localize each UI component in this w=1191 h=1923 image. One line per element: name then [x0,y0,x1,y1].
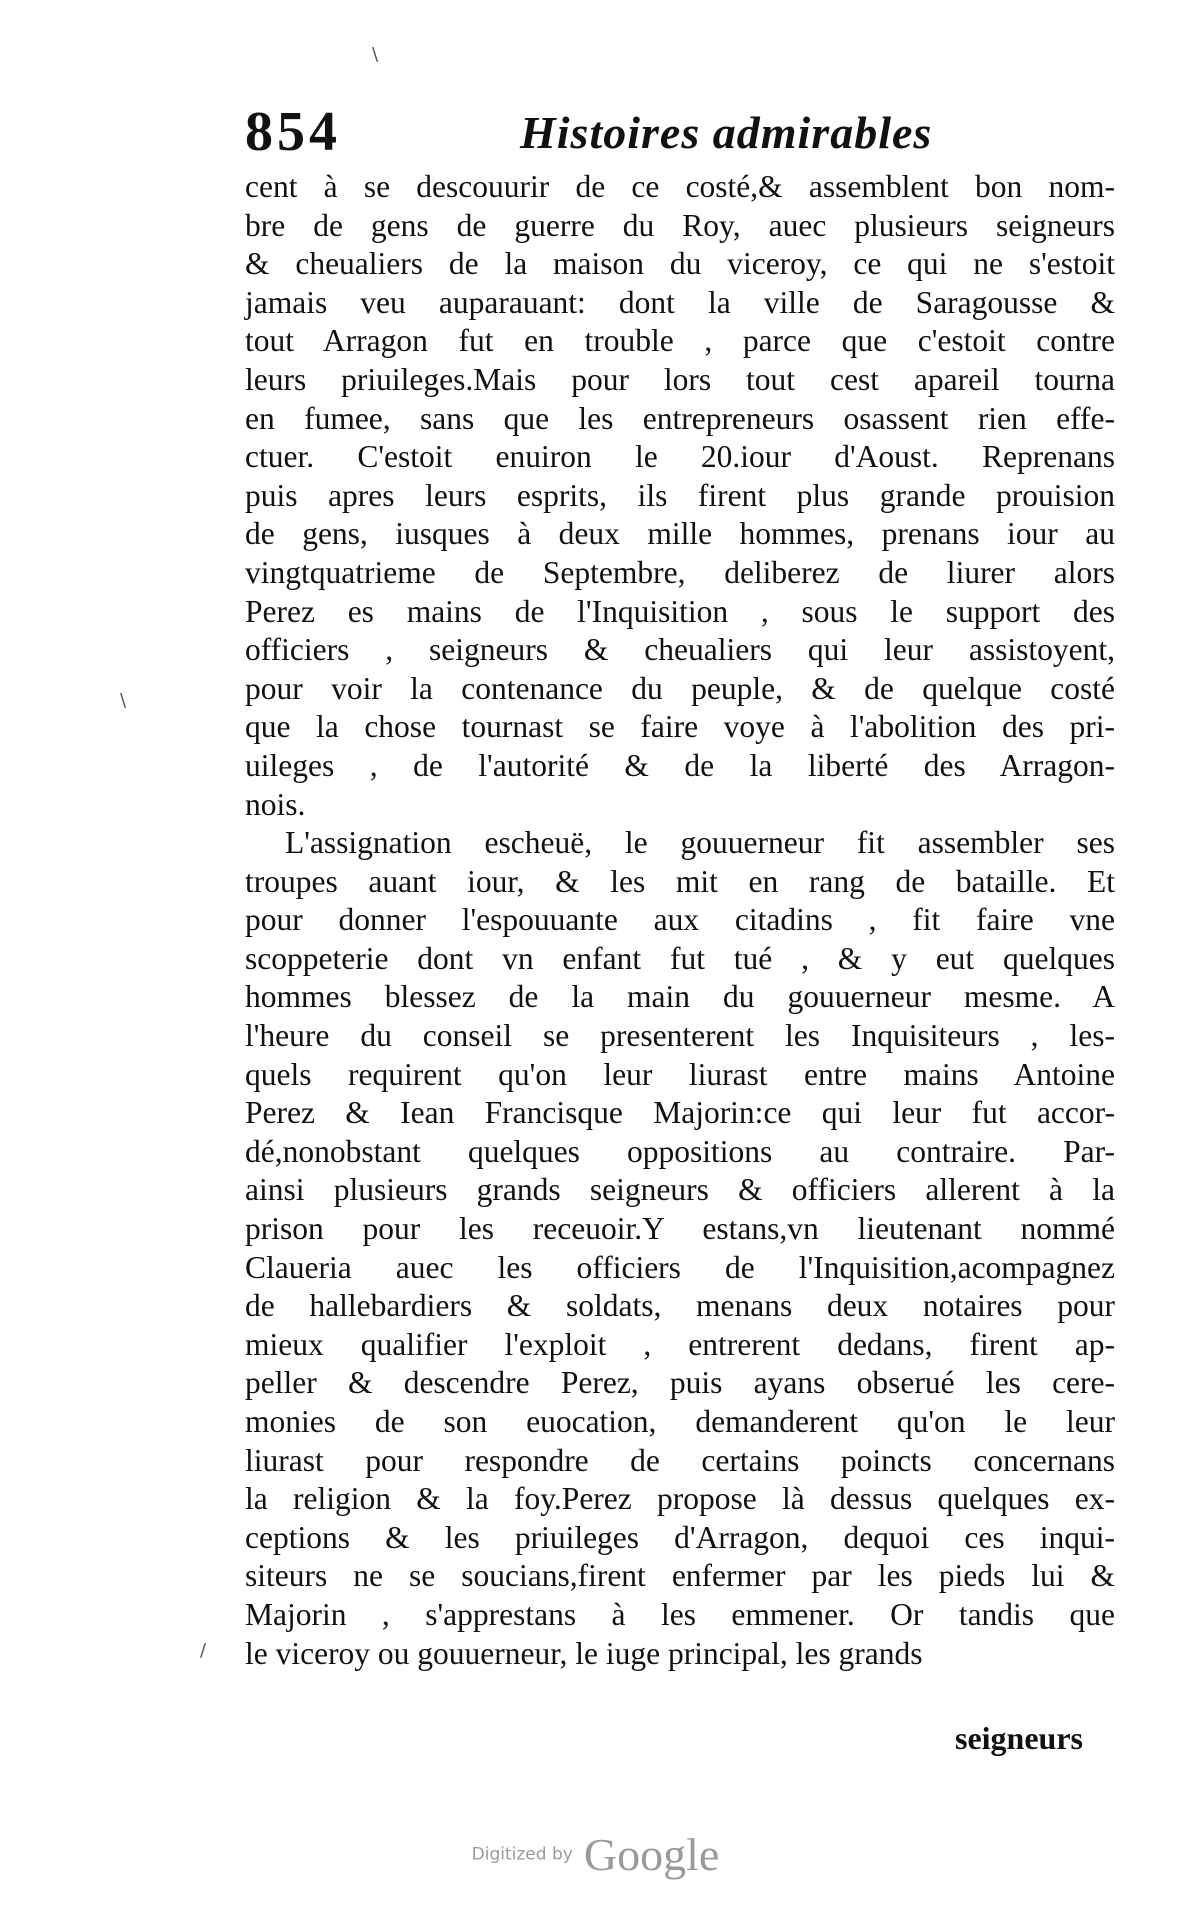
text-line: quels requirent qu'on leur liurast entre mains Antoine [245,1056,1115,1092]
running-title: Histoires admirables [520,107,933,158]
text-line: mieux qualifier l'exploit , entrerent dedans, firent ap- [245,1326,1115,1362]
text-line: officiers , seigneurs & cheualiers qui leur assistoyent, [245,632,1115,668]
text-line: ctuer. C'estoit enuiron le 20.iour d'Aoust. Reprenans [245,439,1115,475]
text-line: bre de gens de guerre du Roy, auec plusieurs seigneurs [245,207,1115,243]
page-number: 854 [245,101,341,163]
text-line: pour voir la contenance du peuple, & de quelque costé [245,670,1115,706]
text-line: hommes blessez de la main du gouuerneur mesme. A [245,979,1115,1015]
text-line: siteurs ne se soucians,firent enfermer par les pieds lui & [245,1558,1115,1594]
stray-mark: / [200,1640,207,1661]
text-line: dé,nonobstant quelques oppositions au contraire. Par- [245,1133,1115,1169]
text-line: ceptions & les priuileges d'Arragon, dequoi ces inqui- [245,1519,1115,1555]
text-line: L'assignation escheuë, le gouuerneur fit assembler ses [285,825,1115,861]
text-line: l'heure du conseil se presenterent les Inquisiteurs , les- [245,1018,1115,1054]
text-line: que la chose tournast se faire voye à l'abolition des pri- [245,709,1115,745]
stray-mark: \ [120,690,127,711]
text-line: cent à se descouurir de ce costé,& assemblent bon nom- [245,169,1115,204]
text-line: monies de son euocation, demanderent qu'on le leur [245,1404,1115,1439]
text-line: de hallebardiers & soldats, menans deux notaires pour [245,1288,1115,1324]
text-line: ainsi plusieurs grands seigneurs & officiers allerent à la [245,1172,1115,1208]
text-line: Perez es mains de l'Inquisition , sous le support des [245,593,1115,629]
text-line: en fumee, sans que les entrepreneurs osassent rien effe- [245,400,1115,436]
text-line: Claueria auec les officiers de l'Inquisition,acompagnez [245,1249,1115,1285]
text-line: liurast pour respondre de certains poincts concernans [245,1442,1115,1478]
text-line: scoppeterie dont vn enfant fut tué , & y eut quelques [245,940,1115,976]
text-line: pour donner l'espouuante aux citadins , fit faire vne [245,902,1115,938]
text-line: jamais veu auparauant: dont la ville de Saragousse & [245,284,1115,320]
stray-mark: \ [372,44,379,65]
text-line: Perez & Iean Francisque Majorin:ce qui leur fut accor- [245,1095,1115,1131]
text-line: la religion & la foy.Perez propose là dessus quelques ex- [245,1481,1115,1517]
text-line: nois. [245,786,306,822]
digitized-label: Digitized by [471,1844,573,1865]
text-line: Majorin , s'apprestans à les emmener. Or tandis que [245,1596,1115,1632]
catchword: seigneurs [955,1720,1083,1756]
text-line: de gens, iusques à deux mille hommes, prenans iour au [245,516,1115,552]
text-line: puis apres leurs esprits, ils firent plus grande prouision [245,477,1115,513]
text-line: troupes auant iour, & les mit en rang de bataille. Et [245,863,1115,899]
text-line: tout Arragon fut en trouble , parce que c'estoit contre [245,323,1115,359]
google-logo: Google [583,1829,720,1880]
text-line: le viceroy ou gouuerneur, le iuge principal, les grands [245,1635,923,1671]
text-line: prison pour les receuoir.Y estans,vn lieutenant nommé [245,1211,1115,1247]
digitized-watermark [0,1828,1191,1881]
text-line: peller & descendre Perez, puis ayans obserué les cere- [245,1365,1115,1401]
text-line: vingtquatrieme de Septembre, deliberez de liurer alors [245,554,1115,590]
text-line: & cheualiers de la maison du viceroy, ce qui ne s'estoit [245,246,1115,282]
page-header [245,100,1115,170]
text-line: uileges , de l'autorité & de la liberté des Arragon- [245,747,1115,783]
body-text [245,168,1115,1673]
text-line: leurs priuileges.Mais pour lors tout cest apareil tourna [245,361,1115,397]
